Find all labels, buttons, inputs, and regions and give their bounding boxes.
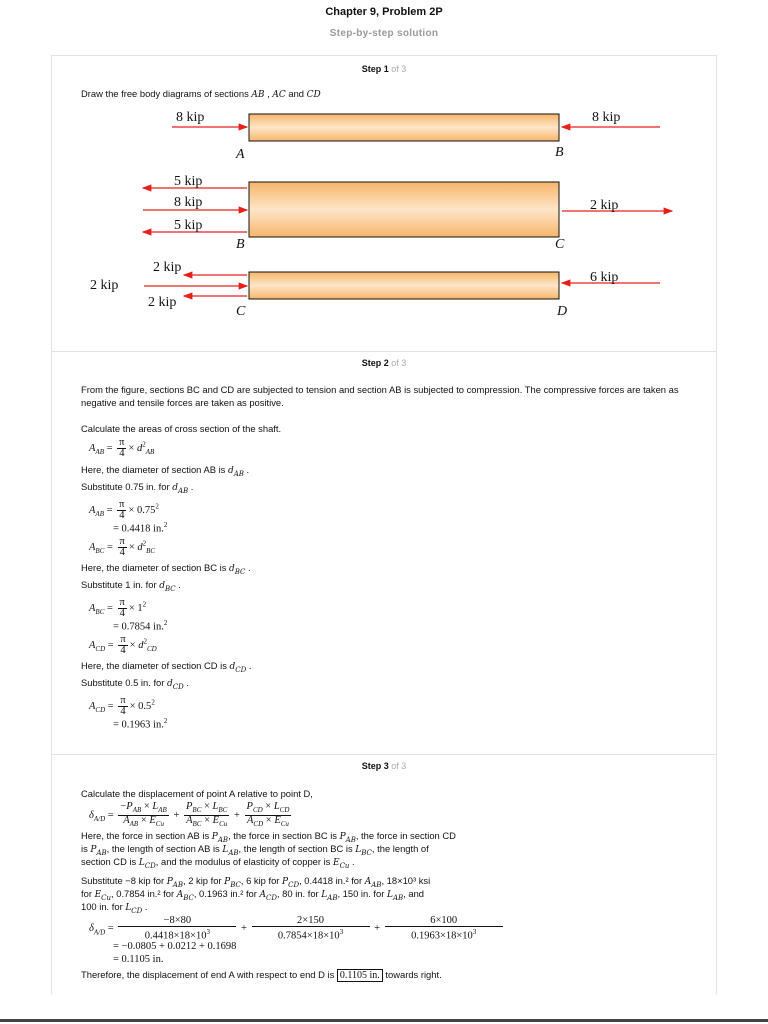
point-label: D	[557, 304, 568, 319]
equation-area-ab: $A_{AB}$ = $\frac{\pi}{4}$ × $d^2_{AB}$	[89, 437, 155, 459]
equation-displacement-sub: $\delta_{A/D}$ = $\frac{-8\times 80}{0.4418\times 18\times 10^3}$ + $\frac{2\times 150}{0.7854\times 18\times 10^3}$ + $\frac{6\times 100}{0.1963\times 18\times 10^3}$	[89, 916, 505, 942]
force-label: 8 kip	[174, 195, 203, 210]
force-label: 8 kip	[176, 110, 205, 125]
equation-bc-sub: $A_{BC}$ = $\frac{\pi}{4}$ × $1^2$	[89, 597, 147, 619]
step-count: of 3	[391, 64, 407, 74]
here-cd: Here, the diameter of section CD is $d_{CD}$ .	[81, 660, 252, 674]
step-2-intro: From the figure, sections BC and CD are subjected to tension and section AB is subjected to compression. The compressive forces are taken as negative and tensile forces are taken as positive.	[81, 384, 679, 408]
equation-displacement: $\delta_{A/D}$ = $\frac{-P_{AB} \times L_{AB}}{A_{AB} \times E_{Cu}}$ + $\frac{P_{BC} \times L_{BC}}{A_{BC} \times E_{Cu}}$ + $\frac{P_{CD} \times L_{CD}}{A_{CD} \times E_{Cu}}$	[89, 801, 290, 829]
point-label: B	[236, 237, 245, 252]
sub-cd: Substitute 0.5 in. for $d_{CD}$ .	[81, 677, 189, 691]
sub-bc: Substitute 1 in. for $d_{BC}$ .	[81, 579, 181, 593]
force-label: 5 kip	[174, 218, 203, 233]
force-label: 2 kip	[590, 198, 619, 213]
line-result: = 0.1105 in.	[113, 954, 164, 965]
bar-bc	[249, 182, 559, 237]
subst-line-2: for $E_{Cu}$, 0.7854 in.² for $A_{BC}$, 0.1963 in.² for $A_{CD}$, 80 in. for $L_{AB}$, 150 in. for $L_{AB}$, and	[81, 888, 425, 902]
bar-cd	[249, 272, 559, 299]
point-label: C	[236, 304, 246, 319]
step-2-heading: Step 2 of 3	[361, 358, 407, 368]
step-3-heading: Step 3 of 3	[361, 761, 407, 771]
answer-box: 0.1105 in.	[337, 969, 383, 982]
force-label: 5 kip	[174, 174, 203, 189]
equation-area-cd: $A_{CD}$ = $\frac{\pi}{4}$ × $d^2_{CD}$	[89, 634, 157, 656]
here-line-3: section CD is $L_{CD}$, and the modulus of elasticity of copper is $E_{Cu}$ .	[81, 856, 355, 870]
here-bc: Here, the diameter of section BC is $d_{BC}$ .	[81, 562, 251, 576]
calc-areas-text: Calculate the areas of cross section of the shaft.	[81, 423, 282, 434]
conclusion: Therefore, the displacement of end A with respect to end D is 0.1105 in. towards right.	[81, 969, 442, 981]
subst-line-1: Substitute −8 kip for $P_{AB}$, 2 kip for $P_{BC}$, 6 kip for $P_{CD}$, 0.4418 in.² for $A_{AB}$, 18×10³ ksi	[81, 875, 431, 889]
result-bc: = 0.7854 in.$^2$	[113, 619, 168, 633]
subst-line-3: 100 in. for $L_{CD}$ .	[81, 901, 148, 915]
bar-ab	[249, 114, 559, 141]
force-label: 2 kip	[148, 295, 177, 310]
step-1-heading	[52, 64, 716, 74]
step-3-intro: Calculate the displacement of point A relative to point D,	[81, 788, 313, 799]
page-subtitle: Step-by-step solution	[329, 28, 439, 39]
here-line-1: Here, the force in section AB is $P_{AB}$, the force in section BC is $P_{AB}$, the force in section CD	[81, 830, 456, 844]
equation-ab-sub: $A_{AB}$ = $\frac{\pi}{4}$ × $0.75^2$	[89, 499, 159, 521]
page-title: Chapter 9, Problem 2P	[325, 6, 443, 18]
equation-cd-sub: $A_{CD}$ = $\frac{\pi}{4}$ × $0.5^2$	[89, 695, 155, 717]
equation-area-bc: $A_{BC}$ = $\frac{\pi}{4}$ × $d^2_{BC}$	[89, 536, 156, 558]
here-ab: Here, the diameter of section AB is $d_{AB}$ .	[81, 464, 250, 478]
sub-ab: Substitute 0.75 in. for $d_{AB}$ .	[81, 481, 194, 495]
force-label: 2 kip	[153, 260, 182, 275]
here-line-2: is $P_{AB}$, the length of section AB is $L_{AB}$, the length of section BC is $L_{BC}$, the length of	[81, 843, 429, 857]
step-1-card	[51, 55, 717, 352]
line-sum: = −0.0805 + 0.0212 + 0.1698	[113, 941, 237, 952]
force-label: 8 kip	[592, 110, 621, 125]
bottom-rule	[0, 1019, 768, 1022]
result-ab: = 0.4418 in.$^2$	[113, 521, 168, 535]
result-cd: = 0.1963 in.$^2$	[113, 717, 168, 731]
free-body-diagram	[52, 101, 716, 351]
point-label: B	[555, 145, 564, 160]
point-label: C	[555, 237, 565, 252]
force-label: 6 kip	[590, 270, 619, 285]
step-3-card	[51, 754, 717, 994]
step-2-card	[51, 351, 717, 755]
force-label: 2 kip	[90, 278, 119, 293]
step-1-intro: Draw the free body diagrams of sections AB , AC and CD	[81, 88, 321, 100]
step-label: Step 1	[361, 64, 389, 74]
point-label: A	[236, 147, 245, 162]
